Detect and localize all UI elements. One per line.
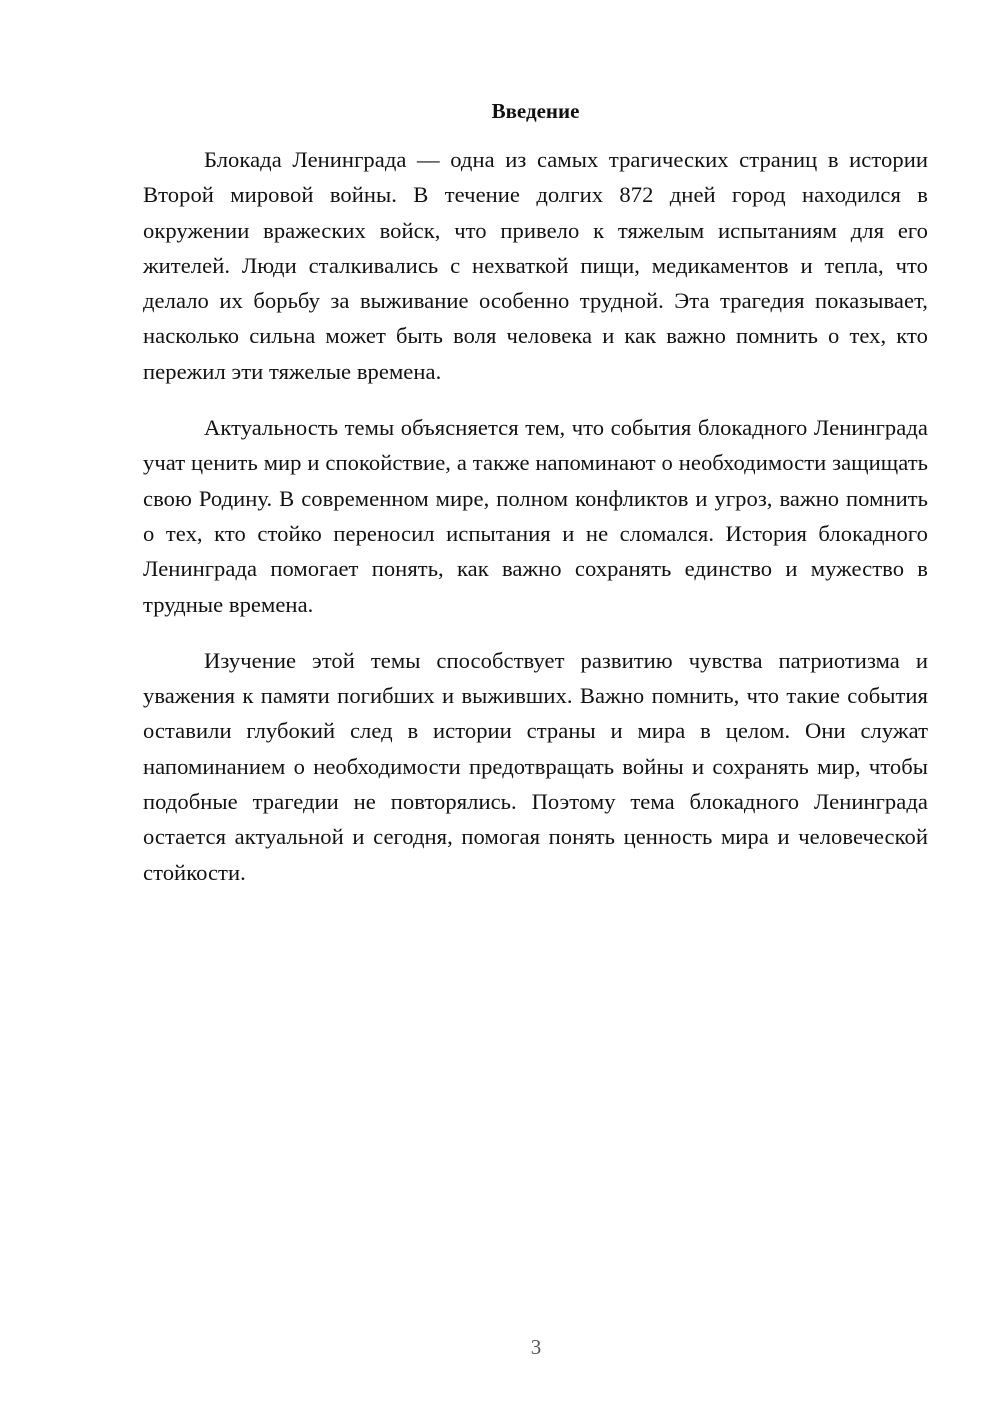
section-heading: Введение [491,99,580,123]
page-number: 3 [530,1335,542,1359]
paragraph-2: Актуальность темы объясняется тем, что события блокадного Ленинграда учат ценить мир и спокойствие, а также напоминают о необходимости защищать свою Родину. В современном мире, полном конфликтов и угроз, важно помнить о тех, кто стойко переносил испытания и не сломался. История блокадного Ленинграда помогает понять, как важно сохранять единство и мужество в трудные времена. [143,415,928,617]
body-text [143,142,928,890]
paragraph-1: Блокада Ленинграда — одна из самых трагических страниц в истории Второй мировой войны. В течение долгих 872 дней город находился в окружении вражеских войск, что привело к тяжелым испытаниям для его жителей. Люди сталкивались с нехваткой пищи, медикаментов и тепла, что делало их борьбу за выживание особенно трудной. Эта трагедия показывает, насколько сильна может быть воля человека и как важно помнить о тех, кто пережил эти тяжелые времена. [143,147,928,384]
paragraph-3: Изучение этой темы способствует развитию чувства патриотизма и уважения к памяти погибших и выживших. Важно помнить, что такие события оставили глубокий след в истории страны и мира в целом. Они служат напоминанием о необходимости предотвращать войны и сохранять мир, чтобы подобные трагедии не повторялись. Поэтому тема блокадного Ленинграда остается актуальной и сегодня, помогая понять ценность мира и человеческой стойкости. [143,647,928,885]
